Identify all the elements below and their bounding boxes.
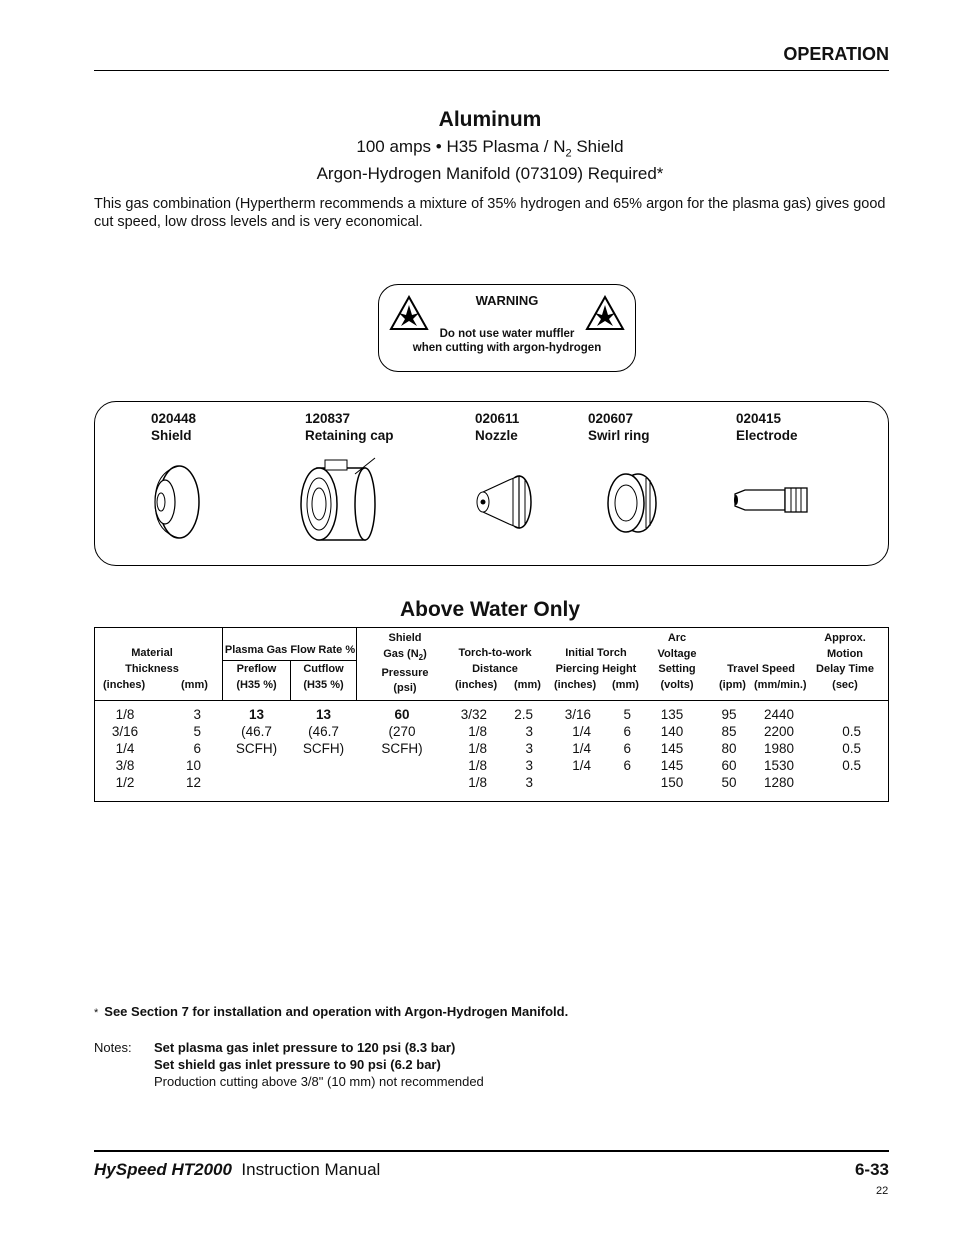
header-material-mm: (mm)	[181, 679, 208, 691]
table-title: Above Water Only	[399, 598, 581, 621]
table-cell: SCFH)	[381, 741, 423, 756]
explosion-warning-icon	[389, 295, 429, 331]
table-cell: 3/16	[564, 707, 591, 722]
table-cell: 3	[525, 724, 533, 739]
table-cell: 1980	[763, 741, 795, 756]
explosion-warning-icon	[585, 295, 625, 331]
table-cell: 95	[721, 707, 737, 722]
note-line-2: Set shield gas inlet pressure to 90 psi (6.2 bar)	[154, 1057, 441, 1072]
table-cell: 2.5	[514, 707, 533, 722]
header-pierce-mm: (mm)	[612, 679, 639, 691]
table-cell: 3/16	[111, 724, 139, 739]
notes-label: Notes:	[94, 1040, 132, 1055]
table-cell: 12	[185, 775, 201, 790]
col-material-inches	[99, 706, 151, 791]
part-nozzle: 020611 Nozzle	[475, 411, 520, 443]
header-cutflow: Cutflow (H35 %)	[303, 663, 344, 691]
header-torch-distance: Torch-to-work Distance	[458, 647, 532, 675]
table-cell: 13	[248, 707, 265, 722]
header-speed-mmmin: (mm/min.)	[754, 679, 807, 691]
table-cell: 3	[525, 758, 533, 773]
header-delay-time: Approx. Motion Delay Time (sec)	[816, 632, 874, 692]
table-cell: (46.7	[308, 724, 339, 739]
table-cell: 1/4	[572, 724, 591, 739]
col-preflow	[223, 706, 290, 757]
header-material: Material Thickness	[125, 647, 179, 675]
page-footer	[94, 1150, 889, 1182]
section-header	[94, 40, 889, 71]
col-cutflow	[291, 706, 356, 757]
table-cell: 2200	[763, 724, 795, 739]
table-cell: 1/8	[468, 758, 487, 773]
table-cell: 10	[185, 758, 201, 773]
table-cell: 1/8	[468, 724, 487, 739]
col-delay-time	[825, 723, 861, 774]
header-material-inches: (inches)	[103, 679, 146, 691]
table-cell: SCFH)	[302, 741, 345, 756]
table-cell: 140	[660, 724, 684, 739]
table-cell: 6	[623, 758, 631, 773]
shield-illustration	[145, 462, 205, 544]
table-cell: 3/8	[115, 758, 135, 773]
table-cell: 1/8	[468, 741, 487, 756]
table-cell: 1280	[763, 775, 795, 790]
header-torch-inches: (inches)	[455, 679, 498, 691]
table-cell: 3	[525, 775, 533, 790]
header-preflow: Preflow (H35 %)	[236, 663, 277, 691]
table-cell: (46.7	[241, 724, 272, 739]
consumables-panel	[94, 401, 889, 566]
header-arc-voltage: Arc Voltage Setting (volts)	[657, 632, 697, 692]
table-cell: 1/4	[115, 741, 135, 756]
table-cell: 6	[623, 741, 631, 756]
table-cell: 3/32	[460, 707, 487, 722]
warning-line-2: when cutting with argon-hydrogen	[412, 342, 602, 354]
table-cell: 0.5	[842, 724, 861, 739]
table-cell: 0.5	[842, 758, 861, 773]
table-cell: 6	[193, 741, 201, 756]
intro-paragraph: This gas combination (Hypertherm recommends a mixture of 35% hydrogen and 65% argon for the plasma gas) gives good cut speed, low dross levels and is very economical.	[94, 196, 886, 230]
subtitle-line-2: Argon-Hydrogen Manifold (073109) Required*	[316, 164, 664, 183]
col-material-mm	[175, 706, 201, 791]
table-cell: 1/4	[572, 758, 591, 773]
table-cell: 3	[193, 707, 201, 722]
table-cell: 3	[525, 741, 533, 756]
sheet-number: 22	[876, 1185, 889, 1197]
col-pierce-mm	[609, 706, 631, 774]
part-shield: 020448 Shield	[151, 411, 197, 443]
header-torch-mm: (mm)	[514, 679, 541, 691]
col-torch-inches	[453, 706, 487, 791]
table-cell: 0.5	[842, 741, 861, 756]
header-pierce-height: Initial Torch Piercing Height	[555, 647, 637, 675]
table-cell: 6	[623, 724, 631, 739]
table-cell: 85	[721, 724, 737, 739]
table-cell: 1530	[763, 758, 795, 773]
table-cell: SCFH)	[235, 741, 278, 756]
col-speed-mmmin	[757, 706, 801, 791]
warning-line-1: Do not use water muffler	[439, 328, 575, 340]
header-shield-gas: Shield Gas $(N_2)$ Pressure (psi)	[381, 632, 429, 695]
table-cell: 145	[660, 741, 684, 756]
table-cell: 5	[193, 724, 201, 739]
nozzle-illustration	[473, 474, 537, 530]
table-cell: 50	[721, 775, 737, 790]
col-arc-voltage	[651, 706, 693, 791]
note-line-1: Set plasma gas inlet pressure to 120 psi (8.3 bar)	[154, 1040, 456, 1055]
section-title: OPERATION	[783, 44, 889, 64]
swirl-ring-illustration	[600, 472, 662, 534]
table-cell: 80	[721, 741, 737, 756]
header-pierce-inches: (inches)	[554, 679, 597, 691]
header-flow-group: Plasma Gas Flow Rate %	[224, 644, 356, 656]
warning-title: WARNING	[475, 293, 539, 308]
table-cell: 1/2	[115, 775, 135, 790]
header-travel-speed: Travel Speed	[727, 663, 795, 675]
table-cell: 60	[721, 758, 737, 773]
footer-page-number: 6-33	[854, 1160, 889, 1179]
table-cell: (270	[388, 724, 416, 739]
col-torch-mm	[505, 706, 533, 791]
col-speed-ipm	[715, 706, 743, 791]
table-cell: 1/8	[115, 707, 135, 722]
footnote: * See Section 7 for installation and operation with Argon-Hydrogen Manifold.	[94, 1004, 569, 1019]
table-cell: 2440	[763, 707, 795, 722]
table-cell: 150	[660, 775, 684, 790]
retaining-cap-illustration	[295, 454, 385, 546]
col-pierce-inches	[553, 706, 591, 774]
footer-doc-title: HySpeed HT2000 Instruction Manual	[94, 1160, 381, 1179]
warning-box	[378, 284, 636, 372]
page-title: Aluminum	[438, 108, 542, 131]
part-swirl-ring: 020607 Swirl ring	[588, 411, 650, 443]
table-cell: 60	[394, 707, 410, 722]
table-cell: 5	[623, 707, 631, 722]
table-cell: 145	[660, 758, 684, 773]
table-cell: 135	[660, 707, 684, 722]
cut-chart-table	[94, 627, 889, 802]
part-retaining-cap: 120837 Retaining cap	[305, 411, 394, 443]
table-cell: 13	[315, 707, 332, 722]
col-shield-pressure	[363, 706, 441, 757]
electrode-illustration	[731, 484, 813, 516]
table-cell: 1/4	[572, 741, 591, 756]
note-line-3: Production cutting above 3/8" (10 mm) not recommended	[154, 1074, 484, 1089]
part-electrode: 020415 Electrode	[736, 411, 798, 443]
header-speed-ipm: (ipm)	[719, 679, 746, 691]
table-cell: 1/8	[468, 775, 487, 790]
subtitle-line-1: 100 amps • H35 Plasma / $N_2$ Shield	[356, 137, 624, 160]
